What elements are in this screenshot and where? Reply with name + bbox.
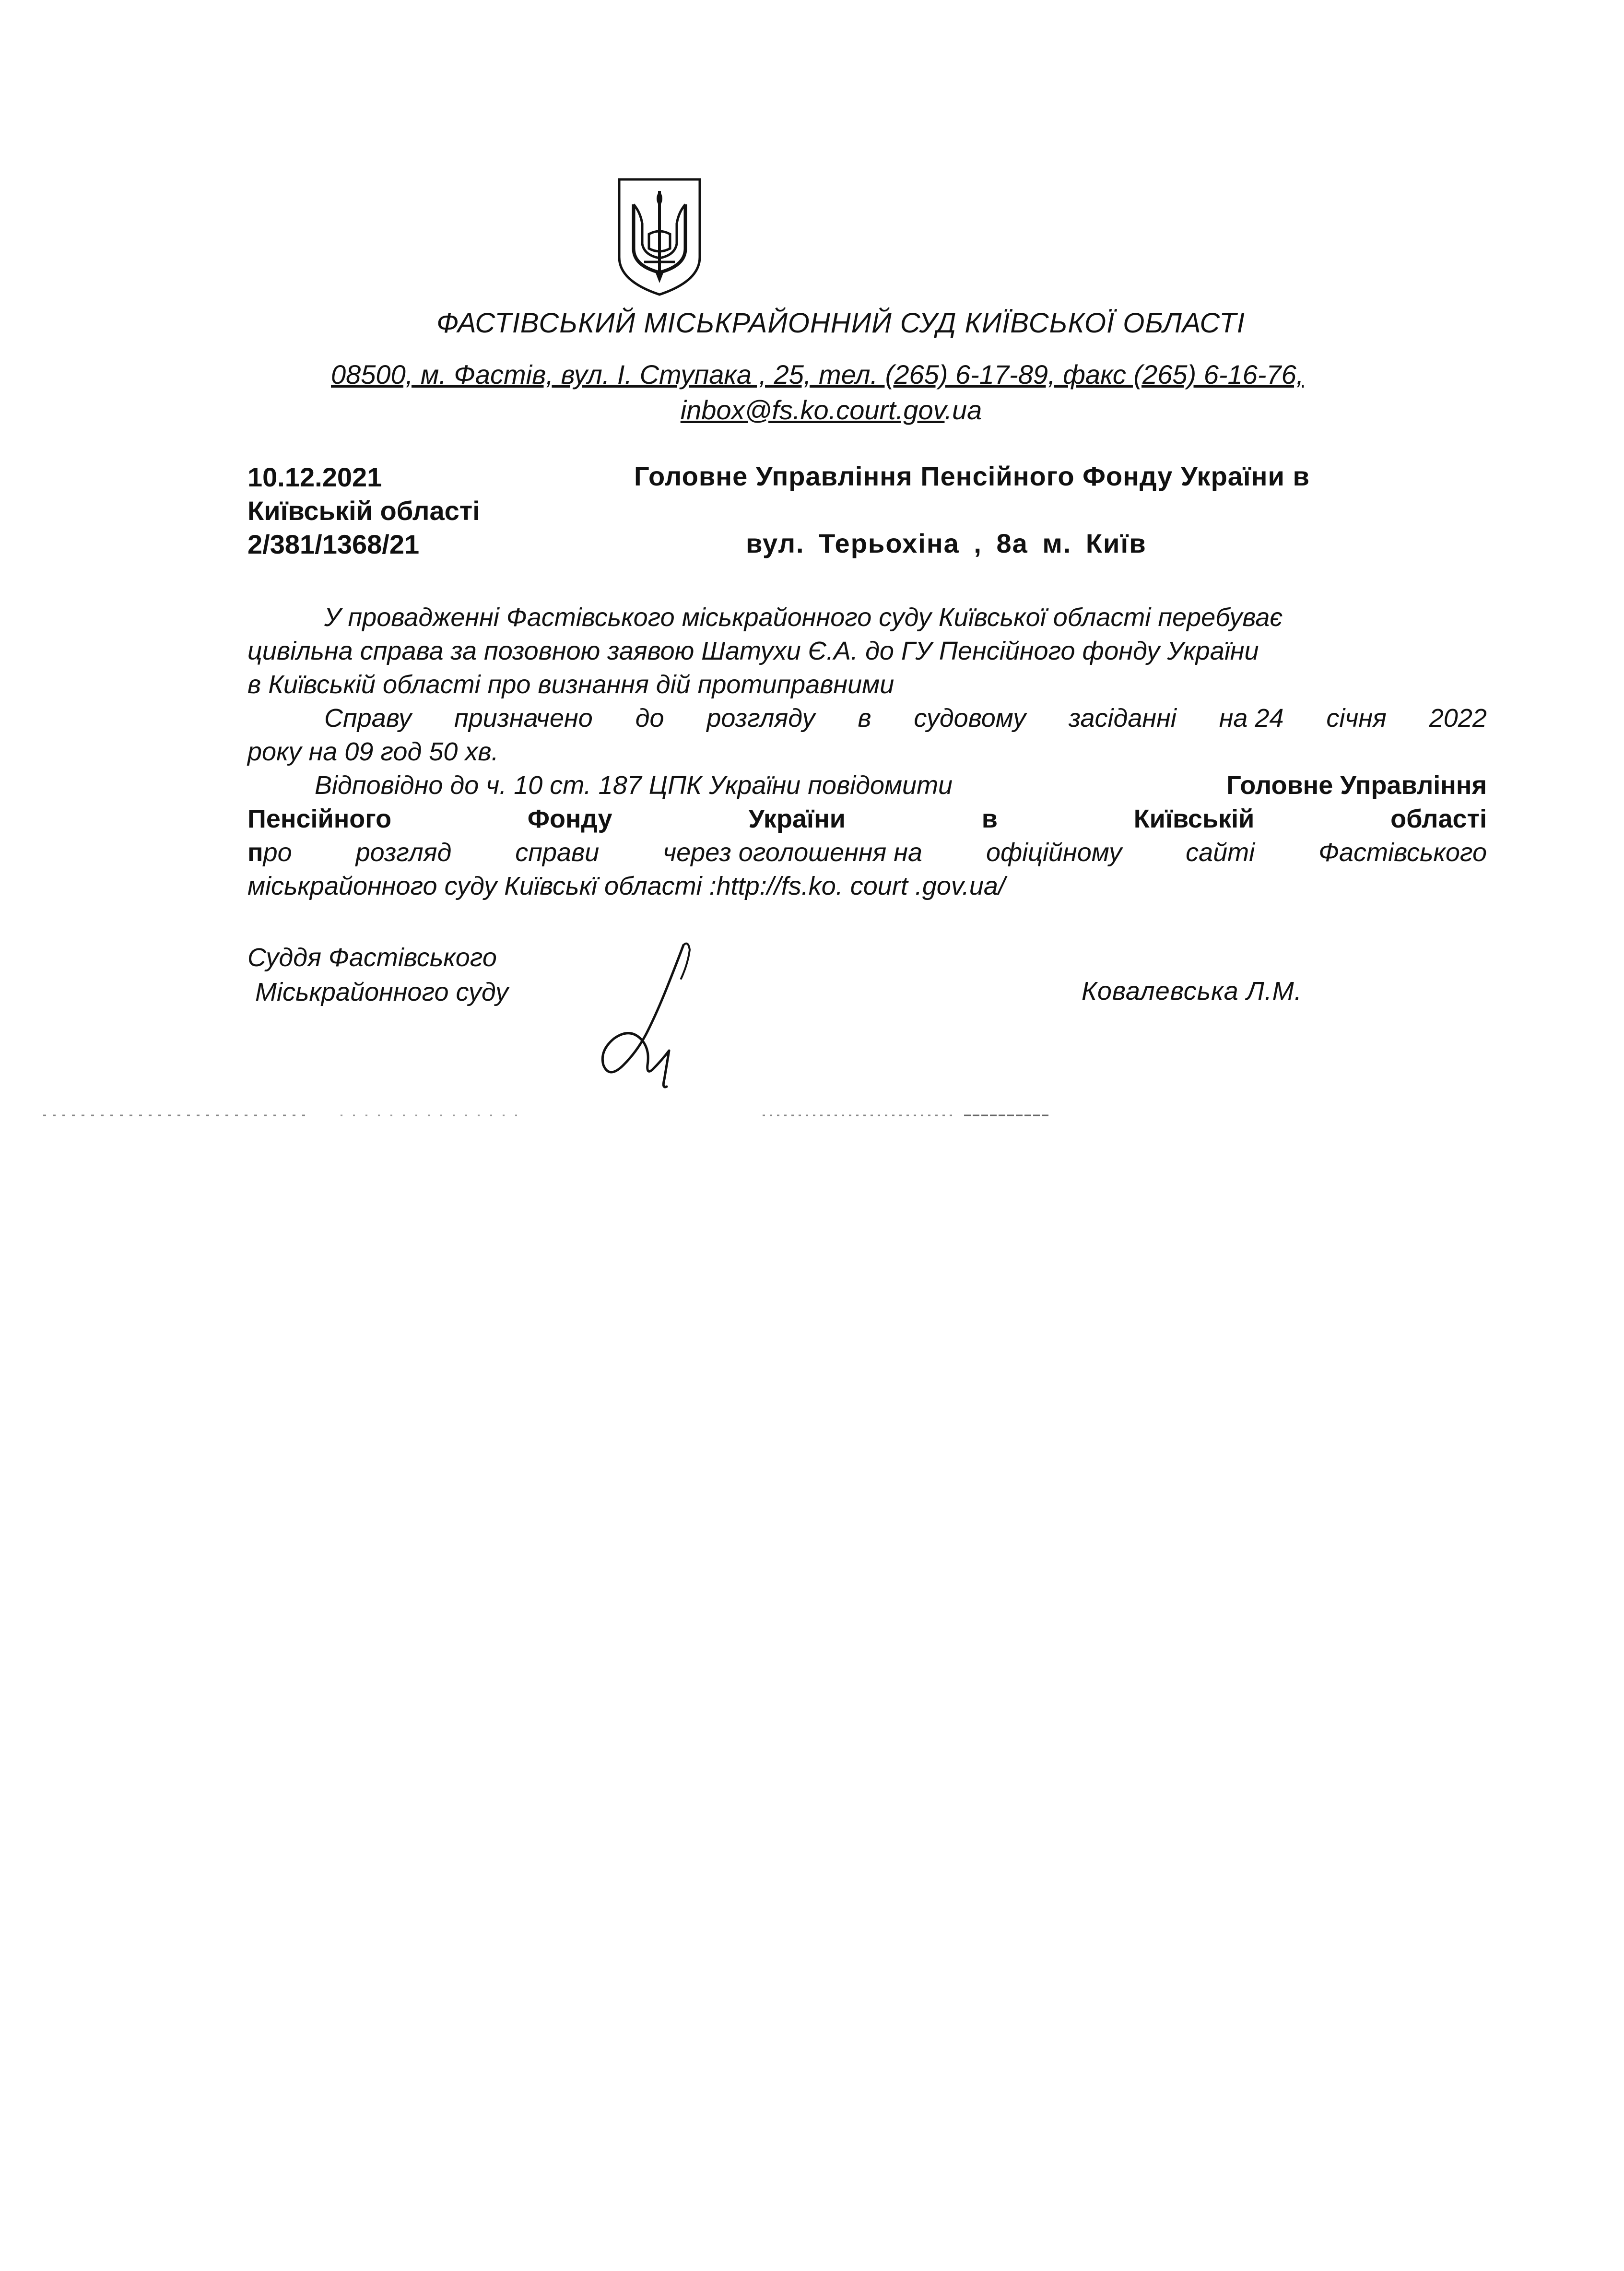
- text-line: в Київській області про визнання дій протиправними: [247, 670, 894, 699]
- word: судовому: [914, 704, 1026, 733]
- court-email-address: inbox@fs.ko.court.gov: [680, 395, 945, 425]
- word: Київській: [1133, 804, 1255, 833]
- text-line: У провадженні Фастівського міськрайонного суду Київської області перебуває: [324, 603, 1283, 632]
- word: до: [635, 704, 664, 733]
- paragraph-hearing-date: [247, 701, 1487, 769]
- court-email-suffix: .ua: [944, 395, 982, 425]
- court-email: [0, 394, 1624, 426]
- word: [247, 836, 292, 869]
- word: Справу: [324, 704, 412, 733]
- word: Пенсійного: [247, 804, 392, 833]
- word: Фонду: [527, 804, 612, 833]
- court-name-heading: ФАСТІВСЬКИЙ МІСЬКРАЙОННИЙ СУД КИЇВСЬКОЇ ОБЛАСТІ: [436, 308, 1245, 339]
- word: січня: [1326, 704, 1387, 733]
- handwritten-signature: [585, 935, 705, 1094]
- paragraph-proceedings: [247, 601, 1487, 701]
- word: України: [748, 804, 846, 833]
- word-rest: ро: [263, 838, 292, 867]
- word: 2022: [1429, 704, 1487, 733]
- recipient-name: Головне Управління Пенсійного Фонду України в: [634, 461, 1310, 491]
- word: на 24: [1219, 704, 1284, 733]
- scan-artifact-line: [43, 1113, 1098, 1118]
- text-line: року на 09 год 50 хв.: [247, 737, 499, 766]
- bold-prefix: п: [247, 838, 263, 867]
- word: засіданні: [1069, 704, 1177, 733]
- judge-name: Ковалевська Л.М.: [1082, 977, 1302, 1005]
- word: сайті: [1186, 838, 1255, 867]
- word: через оголошення на: [663, 838, 923, 867]
- judge-position-line: Міськрайонного суду: [255, 978, 509, 1006]
- judge-position: [247, 940, 508, 1009]
- document-meta: [247, 461, 480, 561]
- paragraph-notification: [247, 769, 1487, 903]
- word: в: [858, 704, 871, 733]
- text-segment-bold: Головне Управління: [1226, 771, 1487, 800]
- word: Фастівського: [1318, 838, 1487, 867]
- text-line: [247, 802, 1487, 836]
- word: в: [981, 804, 998, 833]
- word: розгляд: [355, 838, 452, 867]
- court-address: 08500, м. Фастів, вул. І. Ступака , 25, тел. (265) 6-17-89, факс (265) 6-16-76,: [331, 359, 1304, 390]
- text-segment: Відповідно до ч. 10 ст. 187 ЦПК України повідомити: [315, 771, 953, 800]
- judge-position-line: Суддя Фастівського: [247, 943, 497, 972]
- document-region: Київській області: [247, 496, 480, 526]
- word: області: [1390, 804, 1487, 833]
- text-line: [247, 701, 1487, 735]
- word: офіційному: [986, 838, 1122, 867]
- word: призначено: [454, 704, 593, 733]
- case-number: 2/381/1368/21: [247, 529, 420, 559]
- word: розгляду: [706, 704, 815, 733]
- recipient-address: вул. Терьохіна , 8а м. Київ: [746, 528, 1147, 558]
- trident-coat-of-arms-icon: [615, 177, 704, 297]
- text-line: [247, 769, 1487, 802]
- text-line: міськрайонного суду Київськї області :http://fs.ko. court .gov.ua/: [247, 872, 1005, 900]
- document-date: 10.12.2021: [247, 462, 382, 492]
- text-line: цивільна справа за позовною заявою Шатухи Є.А. до ГУ Пенсійного фонду України: [247, 637, 1259, 665]
- text-line: [247, 836, 1487, 869]
- word: справи: [515, 838, 600, 867]
